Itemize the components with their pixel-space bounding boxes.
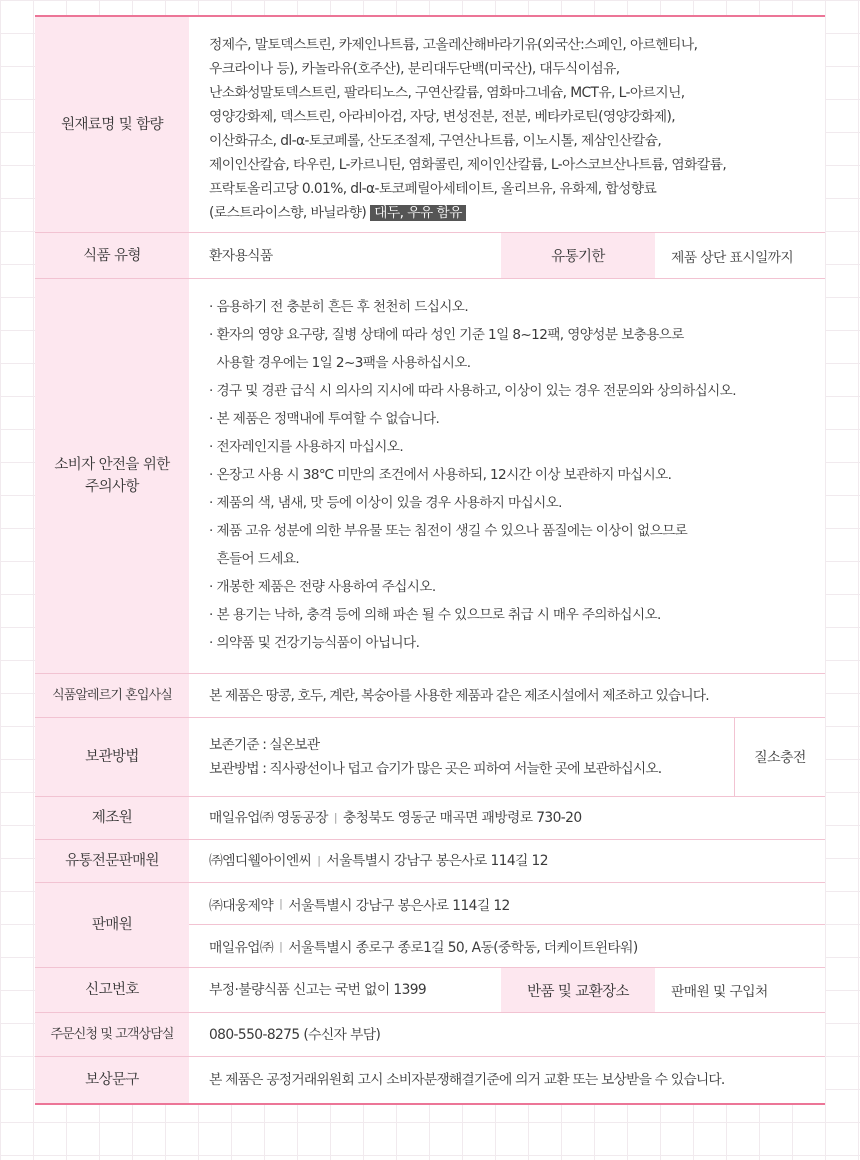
seller-name: ㈜대웅제약	[209, 897, 274, 914]
storage-label: 보관방법	[35, 718, 189, 796]
order-label: 주문신청 및 고객상담실	[35, 1013, 189, 1056]
caution-item: · 제품의 색, 냄새, 맛 등에 이상이 있을 경우 사용하지 마십시오.	[209, 495, 562, 511]
seller-label: 판매원	[35, 883, 189, 967]
return-label: 반품 및 교환장소	[501, 968, 655, 1012]
row-allergy	[35, 674, 825, 718]
report-value: 부정·불량식품 신고는 국번 없이 1399	[209, 982, 427, 998]
row-distributor	[35, 840, 825, 883]
caution-item: · 음용하기 전 충분히 흔든 후 천천히 드십시오.	[209, 299, 469, 315]
food-type-label: 식품 유형	[35, 233, 189, 278]
seller-address: 서울특별시 강남구 봉은사로 114길 12	[288, 897, 510, 914]
distributor-name: ㈜엠디웰아이엔씨	[209, 853, 312, 869]
seller-address: 서울특별시 종로구 종로1길 50, A동(중학동, 더케이트윈타워)	[288, 940, 638, 956]
caution-item: · 본 용기는 낙하, 충격 등에 의해 파손 될 수 있으므로 취급 시 매우 주의하십시오.	[209, 607, 661, 623]
manufacturer-value	[189, 797, 825, 839]
row-order	[35, 1013, 825, 1057]
ingredients-line: 난소화성말토덱스트린, 팔라티노스, 구연산칼륨, 염화마그네슘, MCT유, L-아르지닌,	[209, 85, 685, 101]
caution-item: · 의약품 및 건강기능식품이 아닙니다.	[209, 635, 420, 651]
seller-name: 매일유업㈜	[209, 940, 274, 956]
ingredients-line: 정제수, 말토덱스트린, 카제인나트륨, 고올레산해바라기유(외국산:스페인, 아르헨티나,	[209, 37, 698, 53]
caution-item: · 환자의 영양 요구량, 질병 상태에 따라 성인 기준 1일 8~12팩, 영양성분 보충용으로	[209, 327, 684, 343]
seller-row	[189, 924, 825, 967]
allergen-highlight: 대두, 우유 함유	[370, 205, 466, 221]
return-value: 판매원 및 구입처	[671, 984, 768, 1000]
separator: |	[279, 897, 283, 910]
ingredients-line: 영양강화제, 덱스트린, 아라비아검, 자당, 변성전분, 전분, 베타카로틴(영양강화제),	[209, 109, 676, 125]
seller-list	[189, 883, 825, 967]
ingredients-line: 프락토올리고당 0.01%, dl-α-토코페릴아세테이트, 올리브유, 유화제, 합성향료	[209, 181, 657, 197]
cautions-label	[35, 279, 189, 673]
compensation-label: 보상문구	[35, 1057, 189, 1103]
row-seller	[35, 883, 825, 968]
ingredients-line: 우크라이나 등), 카놀라유(호주산), 분리대두단백(미국산), 대두식이섬유,	[209, 61, 620, 77]
ingredients-value	[189, 17, 825, 232]
row-compensation	[35, 1057, 825, 1103]
cautions-list	[189, 279, 825, 673]
separator: |	[317, 854, 321, 867]
caution-item: · 개봉한 제품은 전량 사용하여 주십시오.	[209, 579, 436, 595]
caution-item: · 제품 고유 성분에 의한 부유물 또는 침전이 생길 수 있으나 품질에는 이상이 없으므로	[209, 523, 688, 539]
distributor-label: 유통전문판매원	[35, 840, 189, 882]
product-info-table	[35, 15, 825, 1105]
storage-line: 보관방법 : 직사광선이나 덥고 습기가 많은 곳은 피하여 서늘한 곳에 보관하십시오.	[209, 761, 662, 777]
manufacturer-name: 매일유업㈜ 영동공장	[209, 810, 328, 826]
manufacturer-label: 제조원	[35, 797, 189, 839]
distributor-address: 서울특별시 강남구 봉은사로 114길 12	[326, 853, 548, 869]
ingredients-label: 원재료명 및 함량	[35, 17, 189, 232]
ingredients-line: 제이인산칼슘, 타우린, L-카르니틴, 염화콜린, 제이인산칼륨, L-아스코브산나트륨, 염화칼륨,	[209, 157, 727, 173]
caution-item: · 본 제품은 정맥내에 투여할 수 없습니다.	[209, 411, 440, 427]
ingredients-line: (로스트라이스향, 바닐라향)	[209, 205, 367, 221]
allergy-label: 식품알레르기 혼입사실	[35, 674, 189, 717]
storage-value	[189, 718, 734, 796]
seller-row	[189, 883, 825, 924]
separator: |	[333, 811, 337, 824]
manufacturer-address: 충청북도 영동군 매곡면 괘방령로 730-20	[342, 810, 582, 826]
expiry-label: 유통기한	[501, 233, 655, 278]
row-report	[35, 968, 825, 1013]
row-food-type	[35, 233, 825, 279]
food-type-value: 환자용식품	[209, 247, 273, 264]
allergy-value: 본 제품은 땅콩, 호두, 계란, 복숭아를 사용한 제품과 같은 제조시설에서 제조하고 있습니다.	[209, 687, 709, 704]
expiry-value: 제품 상단 표시일까지	[671, 249, 794, 266]
caution-item: 사용할 경우에는 1일 2~3팩을 사용하십시오.	[209, 355, 471, 371]
order-phone: 080-550-8275 (수신자 부담)	[209, 1026, 381, 1043]
separator: |	[279, 939, 283, 953]
ingredients-line-last	[209, 201, 813, 225]
cautions-label-line: 소비자 안전을 위한	[54, 457, 170, 473]
nitrogen-fill-note: 질소충전	[734, 718, 825, 796]
ingredients-line: 이산화규소, dl-α-토코페롤, 산도조절제, 구연산나트륨, 이노시톨, 제삼인산칼슘,	[209, 133, 662, 149]
caution-item: · 경구 및 경관 급식 시 의사의 지시에 따라 사용하고, 이상이 있는 경우 전문의와 상의하십시오.	[209, 383, 736, 399]
row-storage	[35, 718, 825, 797]
storage-line: 보존기준 : 실온보관	[209, 737, 320, 753]
cautions-label-line: 주의사항	[85, 479, 139, 495]
row-manufacturer	[35, 797, 825, 840]
report-label: 신고번호	[35, 968, 189, 1012]
caution-item: · 전자레인지를 사용하지 마십시오.	[209, 439, 404, 455]
caution-item: · 온장고 사용 시 38℃ 미만의 조건에서 사용하되, 12시간 이상 보관하지 마십시오.	[209, 467, 672, 483]
row-cautions	[35, 279, 825, 674]
compensation-value: 본 제품은 공정거래위원회 고시 소비자분쟁해결기준에 의거 교환 또는 보상받을 수 있습니다.	[209, 1072, 725, 1088]
caution-item: 흔들어 드세요.	[209, 551, 300, 567]
distributor-value	[189, 840, 825, 882]
row-ingredients	[35, 17, 825, 233]
